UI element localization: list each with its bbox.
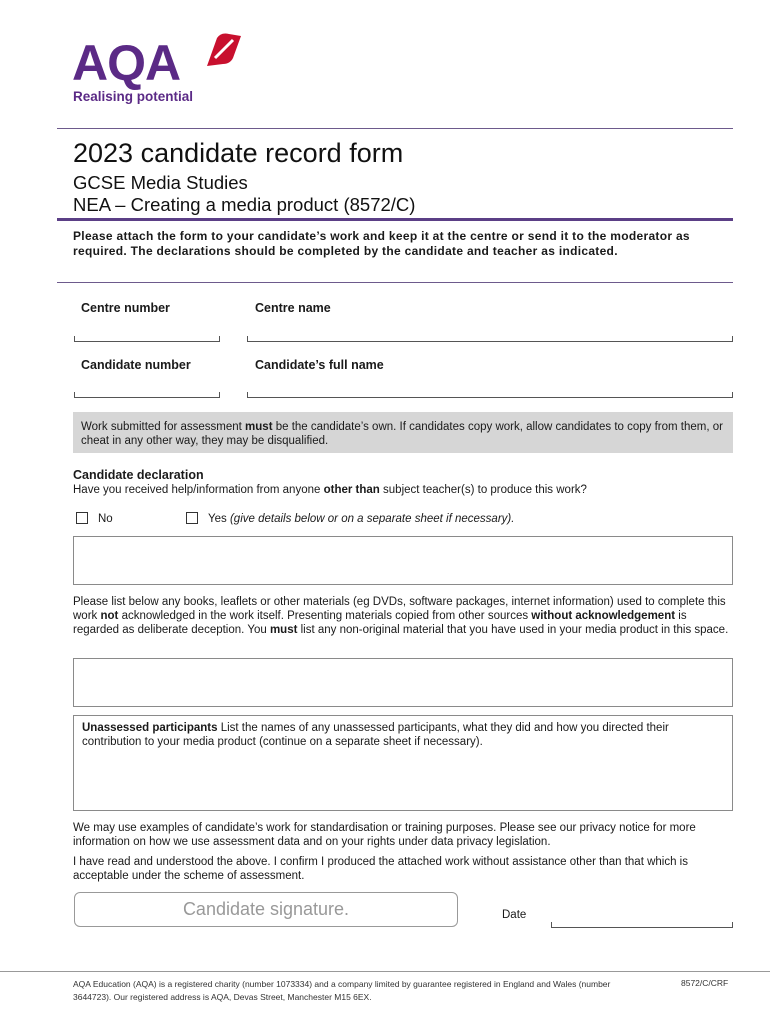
- declaration-heading: Candidate declaration: [73, 468, 204, 482]
- centre-name-field[interactable]: [247, 336, 733, 342]
- logo-tagline: Realising potential: [73, 89, 194, 104]
- help-details-box[interactable]: [73, 536, 733, 585]
- materials-part-1: Please list below any books, leaflets or other materials (eg DVDs, software packages, internet information) used to complete this work: [73, 596, 726, 622]
- no-label: No: [98, 513, 113, 525]
- candidate-signature-field[interactable]: Candidate signature.: [74, 892, 458, 927]
- candidate-name-label: Candidate’s full name: [255, 358, 384, 372]
- form-component: NEA – Creating a media product (8572/C): [73, 194, 416, 215]
- materials-part-3: is regarded as deliberate deception. You: [73, 610, 687, 636]
- confirmation-statement: I have read and understood the above. I confirm I produced the attached work without assistance other than that which is acceptable under the scheme of assessment.: [73, 856, 688, 882]
- no-checkbox[interactable]: [76, 512, 88, 524]
- materials-bold-1: not: [100, 610, 119, 622]
- privacy-notice: We may use examples of candidate’s work for standardisation or training purposes. Please see our privacy notice for more information on how we use assessment data and on your rights under data privacy legislation.: [73, 822, 696, 848]
- date-label: Date: [502, 909, 527, 921]
- footer-legal: AQA Education (AQA) is a registered charity (number 1073334) and a company limited by guarantee registered in England and Wales (number 3644723). Our registered address is AQA, Devas Street, Manchester M15 6EX.: [73, 979, 611, 1002]
- participants-box[interactable]: [73, 715, 733, 811]
- warning-box: [73, 412, 733, 453]
- warning-emphasis: must: [245, 421, 273, 433]
- candidate-number-label: Candidate number: [81, 358, 191, 372]
- footer-rule: [0, 971, 770, 972]
- declaration-question: [73, 484, 587, 496]
- centre-name-label: Centre name: [255, 301, 331, 315]
- materials-bold-3: must: [269, 624, 298, 636]
- form-code: 8572/C/CRF: [681, 978, 729, 988]
- header-bottom-rule: [57, 218, 733, 221]
- yes-label: [208, 513, 514, 525]
- materials-part-2: acknowledged in the work itself. Presenting materials copied from other sources: [118, 610, 532, 622]
- instructions-rule: [57, 282, 733, 283]
- yes-label-text: Yes: [208, 513, 227, 525]
- warning-text: Work submitted for assessment: [81, 421, 246, 433]
- header-top-rule: [57, 128, 733, 129]
- materials-part-4: list any non-original material that you have used in your media product in this space.: [297, 624, 729, 636]
- question-emphasis: other than: [323, 484, 380, 496]
- form-subject: GCSE Media Studies: [73, 172, 248, 193]
- logo-leaf-icon: [203, 32, 243, 68]
- participants-text: List the names of any unassessed participants, what they did and how you directed their contribution to your media product (continue on a separate sheet if necessary).: [82, 722, 669, 748]
- form-title: 2023 candidate record form: [73, 138, 404, 168]
- date-field[interactable]: [551, 922, 733, 928]
- participants-heading: Unassessed participants: [82, 722, 218, 734]
- warning-text-rest: be the candidate’s own. If candidates copy work, allow candidates to copy from them, or cheat in any other way, they may be disqualified.: [81, 421, 723, 447]
- question-text-rest: subject teacher(s) to produce this work?: [379, 484, 587, 496]
- materials-box[interactable]: [73, 658, 733, 707]
- aqa-logo: [72, 32, 252, 112]
- materials-text: [73, 595, 733, 637]
- centre-number-label: Centre number: [81, 301, 170, 315]
- candidate-number-field[interactable]: [74, 392, 220, 398]
- yes-label-note: (give details below or on a separate sheet if necessary).: [229, 513, 515, 525]
- instructions-text: Please attach the form to your candidate’s work and keep it at the centre or send it to the moderator as required. The declarations should be completed by the candidate and teacher as indicated.: [73, 229, 690, 258]
- materials-bold-2: without acknowledgement: [531, 610, 676, 622]
- yes-checkbox[interactable]: [186, 512, 198, 524]
- question-text: Have you received help/information from anyone: [73, 484, 324, 496]
- candidate-name-field[interactable]: [247, 392, 733, 398]
- centre-number-field[interactable]: [74, 336, 220, 342]
- logo-wordmark: AQA: [72, 35, 181, 91]
